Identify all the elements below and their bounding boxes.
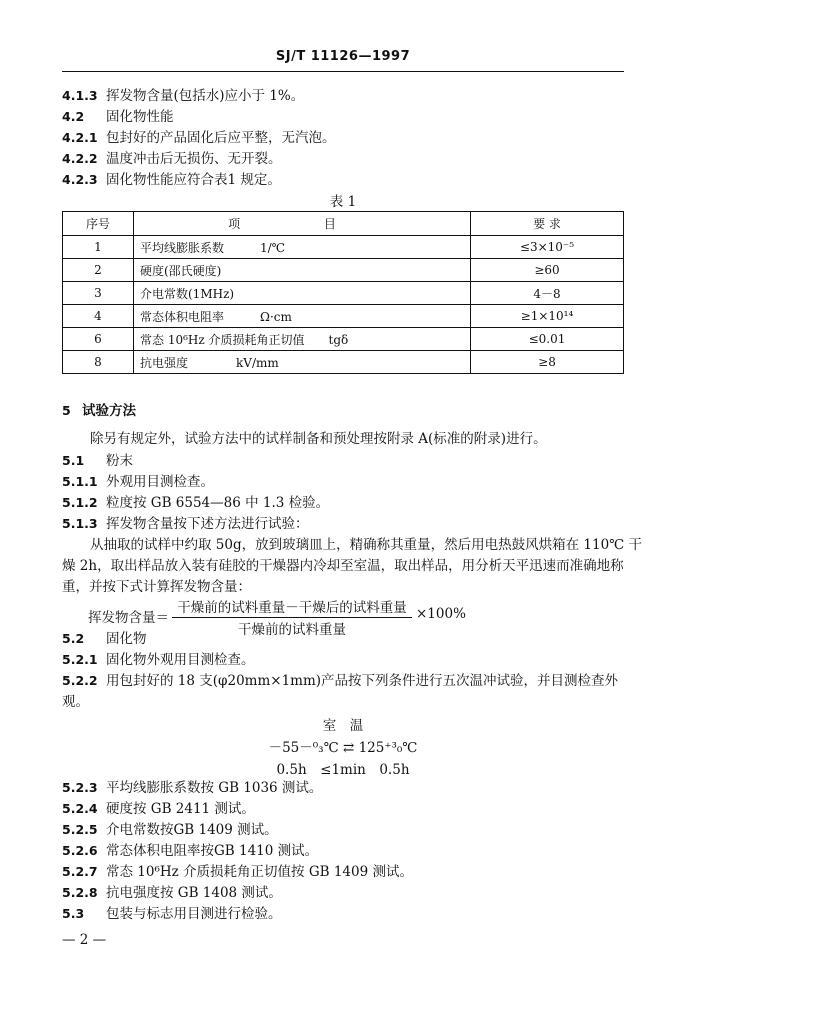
clause-text: 常态 10⁶Hz 介质损耗角正切值按 GB 1409 测试。 [106,864,413,880]
clause-line [62,800,255,818]
formula-denominator: 干燥前的试料重量 [238,622,346,638]
formula-fraction [172,596,412,638]
clause-number: 5.1.3 [62,516,98,531]
paragraph-line: 燥 2h，取出样品放入装有硅胶的干燥器内冷却至室温，取出样品，用分析天平迅速而准确地称 [62,558,624,574]
clause-line [62,651,255,669]
clause-text: 硬度按 GB 2411 测试。 [106,801,255,817]
clause-continuation: 观。 [62,694,89,710]
section-title: 试验方法 [82,403,136,419]
paragraph-line: 从抽取的试样中约取 50g，放到玻璃皿上，精确称其重量，然后用电热鼓风烘箱在 110℃ 干 [90,537,643,553]
formula-numerator: 干燥前的试料重量－干燥后的试料重量 [172,596,412,618]
paragraph-line: 重，并按下式计算挥发物含量： [62,579,251,595]
clause-text: 外观用目测检查。 [106,474,214,490]
clause-line [62,672,618,690]
clause-number: 5.1.1 [62,474,98,489]
clause-text: 固化物性能 [106,109,174,125]
clause-text: 包封好的产品固化后应平整，无汽泡。 [106,130,336,146]
clause-line [62,150,282,168]
row-no: 1 [63,236,134,259]
clause-text: 固化物 [106,631,147,647]
clause-number: 4.2.2 [62,151,98,166]
row-item: 常态体积电阻率 Ω·cm [134,305,471,328]
header-rule [62,71,624,72]
table-row [63,305,624,328]
clause-text: 粉末 [106,453,133,469]
row-requirement: ≥60 [471,259,624,282]
table-row [63,259,624,282]
clause-number: 5.2.4 [62,801,98,816]
table-row [63,282,624,305]
clause-number: 5.1 [62,453,85,468]
clause-line [62,87,304,105]
clause-number: 5.2.7 [62,864,98,879]
clause-line [62,821,278,839]
clause-number: 4.1.3 [62,88,98,103]
formula-lhs: 挥发物含量＝ [88,610,169,626]
clause-number: 5.2.8 [62,885,98,900]
clause-line [62,108,174,126]
clause-number: 5.2.1 [62,652,98,667]
table-header-row [63,212,624,236]
clause-line [62,473,214,491]
row-requirement: ≤3×10⁻⁵ [471,236,624,259]
table-row [63,236,624,259]
standard-number-header: SJ/T 11126—1997 [275,49,411,64]
row-no: 2 [63,259,134,282]
clause-number: 5.2.6 [62,843,98,858]
clause-number: 5.2.2 [62,673,98,688]
clause-text: 介电常数按GB 1409 测试。 [106,822,278,838]
clause-number: 5.3 [62,906,85,921]
row-item: 介电常数(1MHz) [134,282,471,305]
cycle-room-temp: 室 温 [322,718,364,734]
clause-number: 5.1.2 [62,495,98,510]
clause-number: 4.2 [62,109,85,124]
clause-text: 固化物外观用目测检查。 [106,652,255,668]
page-number: — 2 — [62,932,107,948]
clause-number: 5.2.3 [62,780,98,795]
row-requirement: ≤0.01 [471,328,624,351]
cycle-times: 0.5h ≤1min 0.5h [276,762,410,778]
clause-text: 粒度按 GB 6554—86 中 1.3 检验。 [106,495,330,511]
section-heading [62,402,136,420]
row-item: 常态 10⁶Hz 介质损耗角正切值 tgδ [134,328,471,351]
clause-text: 挥发物含量(包括水)应小于 1%。 [106,88,305,104]
clause-line [62,171,281,189]
row-requirement: 4－8 [471,282,624,305]
header-no: 序号 [63,212,134,236]
row-no: 4 [63,305,134,328]
section-intro: 除另有规定外，试验方法中的试样制备和预处理按附录 A(标准的附录)进行。 [90,431,547,447]
clause-number: 5.2.5 [62,822,98,837]
table-row [63,328,624,351]
clause-line [62,515,309,533]
row-item: 硬度(邵氏硬度) [134,259,471,282]
clause-text: 固化物性能应符合表1 规定。 [106,172,281,188]
row-requirement: ≥1×10¹⁴ [471,305,624,328]
header-requirement: 要 求 [471,212,624,236]
row-no: 6 [63,328,134,351]
clause-line [62,779,322,797]
header-item: 项 目 [134,212,471,236]
clause-line [62,905,282,923]
cycle-temperatures: －55－⁰₃℃ ⇄ 125⁺³₀℃ [268,740,418,756]
clause-line [62,884,282,902]
clause-line [62,494,329,512]
clause-text: 挥发物含量按下述方法进行试验： [106,516,309,532]
clause-number: 4.2.1 [62,130,98,145]
clause-text: 抗电强度按 GB 1408 测试。 [106,885,282,901]
clause-text: 包装与标志用目测进行检验。 [106,906,282,922]
clause-line [62,863,413,881]
properties-table [62,211,624,374]
section-number: 5 [62,403,71,418]
table-caption: 表 1 [329,194,357,210]
clause-number: 4.2.3 [62,172,98,187]
row-item: 抗电强度 kV/mm [134,351,471,374]
row-no: 8 [63,351,134,374]
clause-line [62,129,336,147]
clause-text: 平均线膨胀系数按 GB 1036 测试。 [106,780,323,796]
table-row [63,351,624,374]
clause-text: 温度冲击后无损伤、无开裂。 [106,151,282,167]
formula-rhs: ×100% [416,606,466,622]
clause-line [62,452,133,470]
row-requirement: ≥8 [471,351,624,374]
clause-text: 用包封好的 18 支(φ20mm×1mm)产品按下列条件进行五次温冲试验，并目测检查外 [106,673,619,689]
clause-number: 5.2 [62,631,85,646]
clause-line [62,842,318,860]
row-no: 3 [63,282,134,305]
row-item: 平均线膨胀系数 1/℃ [134,236,471,259]
clause-text: 常态体积电阻率按GB 1410 测试。 [106,843,319,859]
clause-line [62,630,147,648]
